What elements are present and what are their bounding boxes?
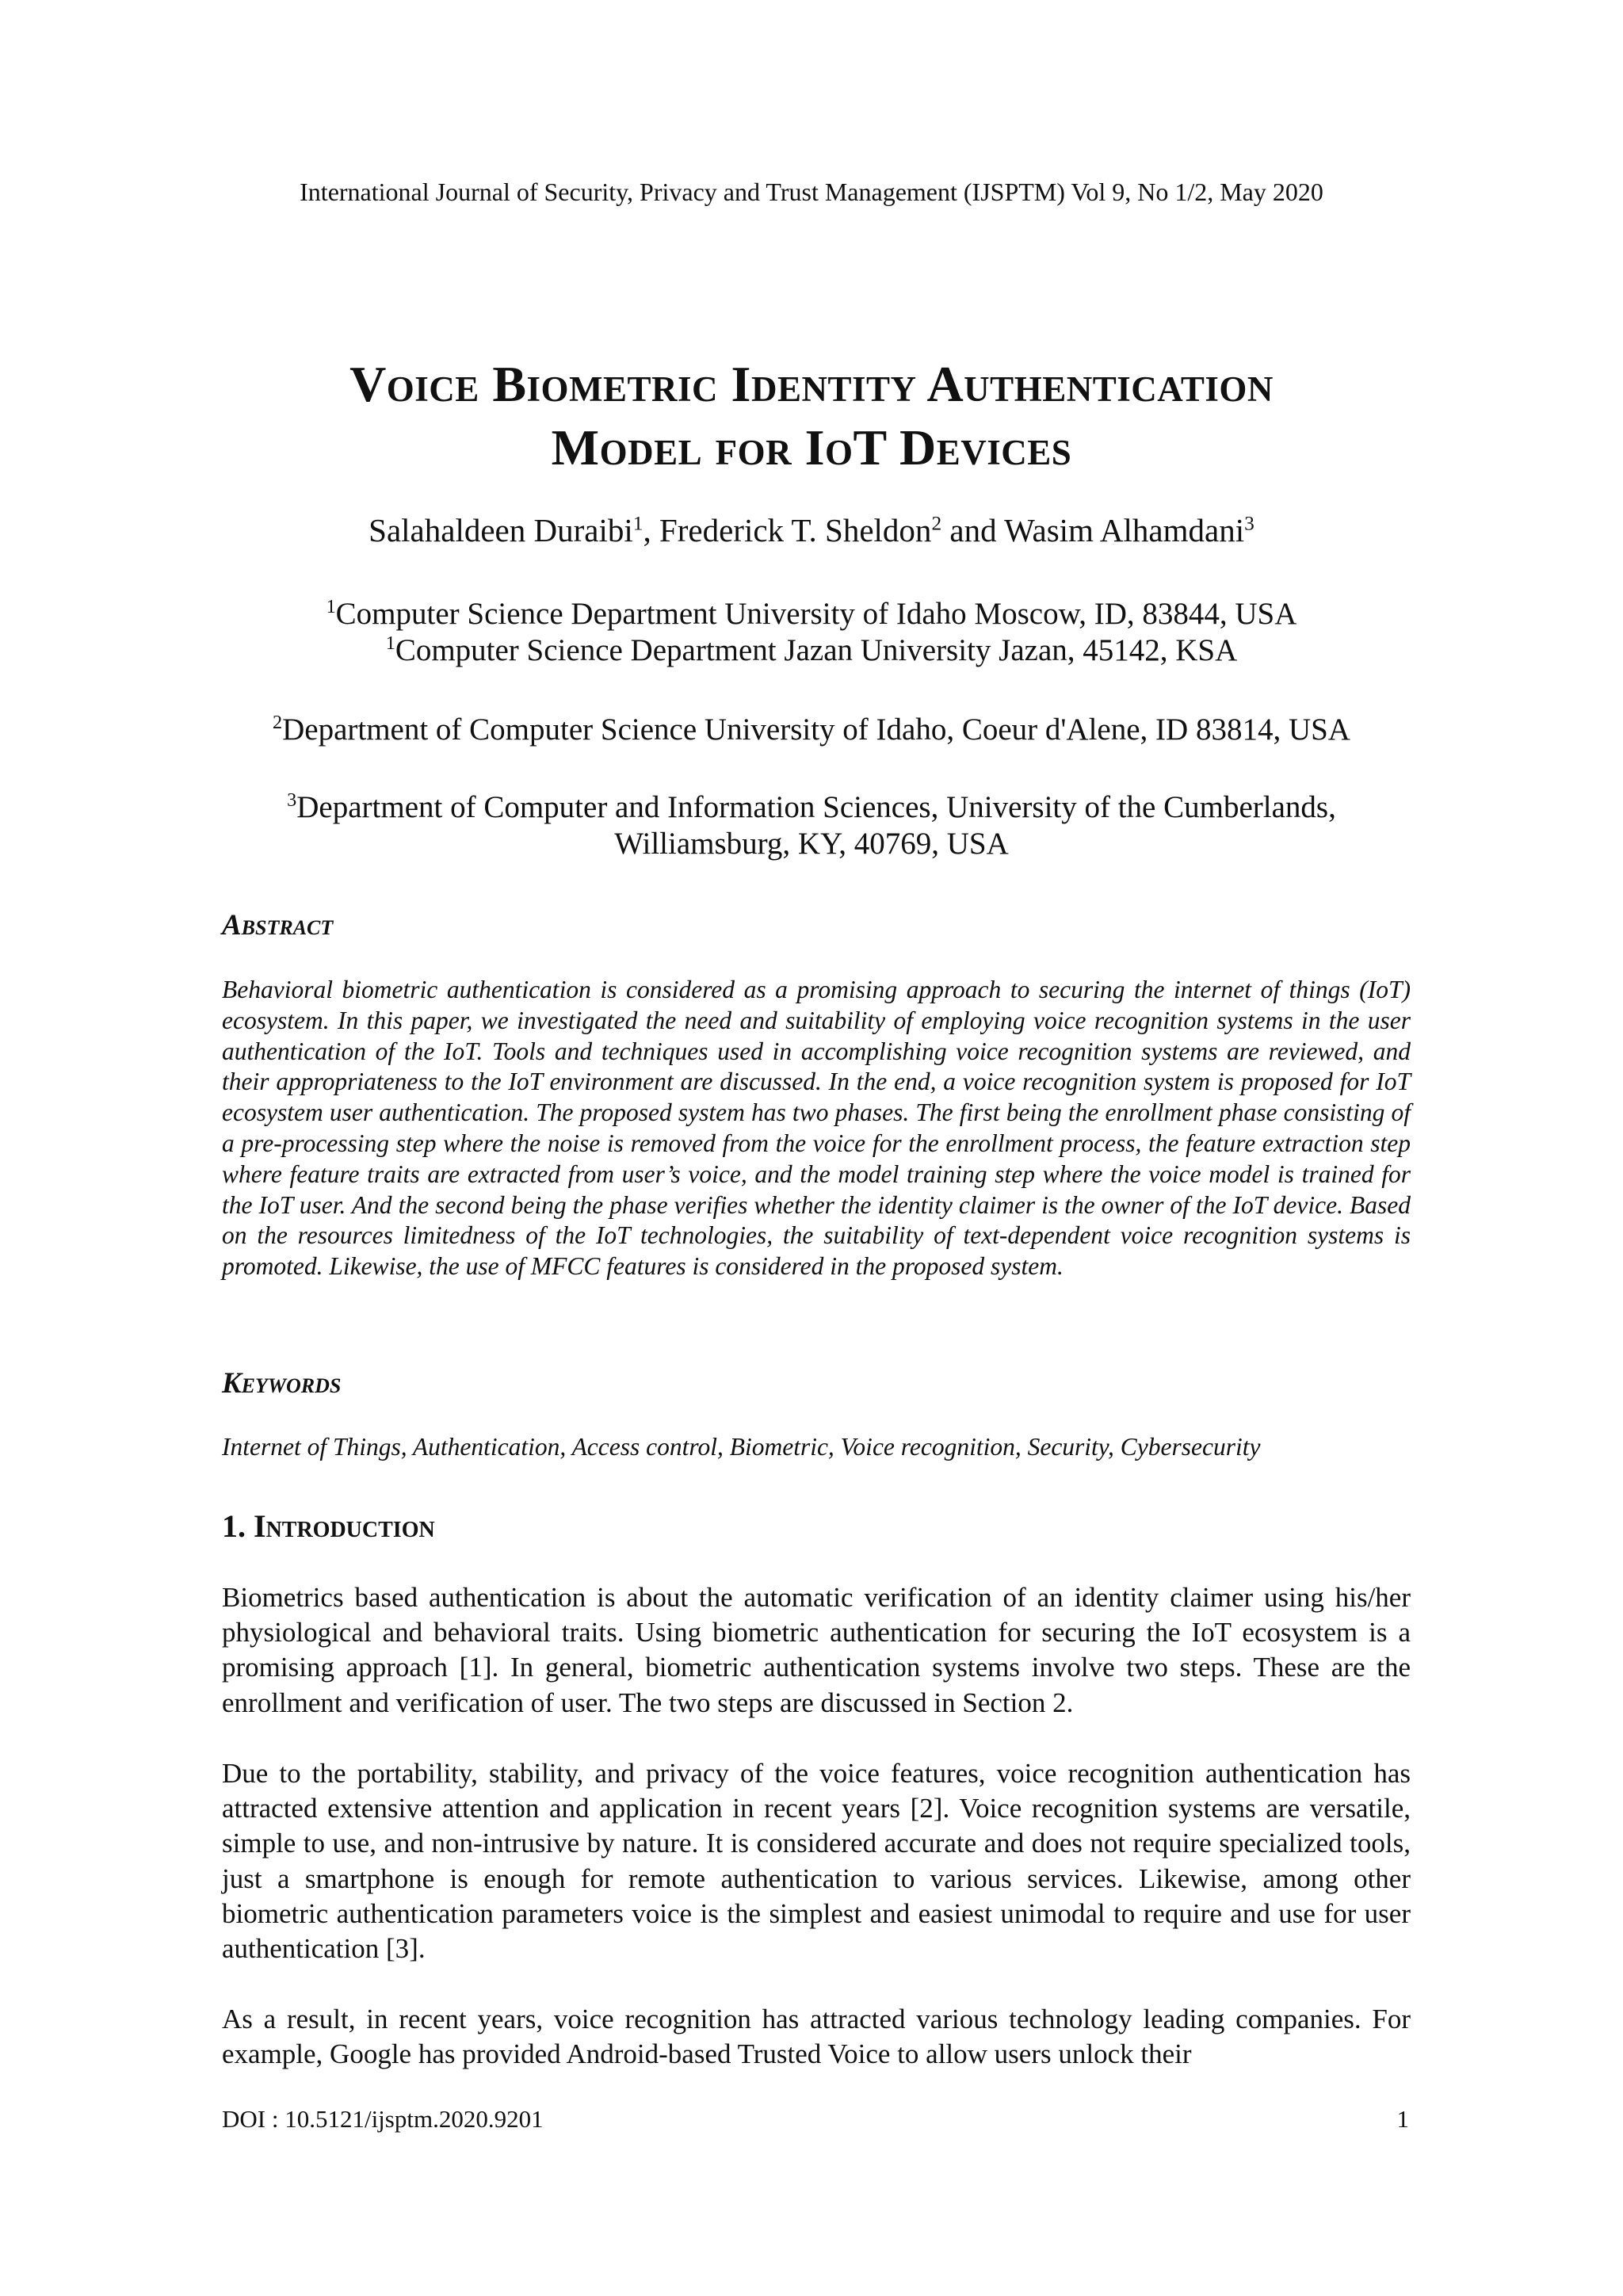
keywords-heading: Keywords <box>222 1367 342 1400</box>
author-name: Salahaldeen Duraibi <box>369 512 633 548</box>
author-affil-mark: 3 <box>1244 512 1254 535</box>
doi-footer: DOI : 10.5121/ijsptm.2020.9201 <box>222 2105 544 2133</box>
affiliation-3 <box>158 789 1465 862</box>
intro-paragraph-1: Biometrics based authentication is about the automatic verification of an identity claimer using his/her physiological and behavioral traits. Using biometric authentication for securing the IoT ecosystem is a promising approach [1]. In general, biometric authentication systems involve two steps. These are the enrollment and verification of user. The two steps are discussed in Section 2. <box>222 1582 1411 1718</box>
introduction-heading: 1. Introduction <box>222 1508 435 1544</box>
affil-mark: 3 <box>287 789 297 811</box>
page-number: 1 <box>1396 2105 1409 2133</box>
abstract-heading: Abstract <box>222 909 334 942</box>
author-affil-mark: 1 <box>632 512 643 535</box>
abstract-text: Behavioral biometric authentication is considered as a promising approach to securing the internet of things (IoT) ecosystem. In this paper, we investigated the need and suitability of employing voice recognition systems in the user authentication of the IoT. Tools and techniques used in accomplishing voice recognition systems are reviewed, and their appropriateness to the IoT environment are discussed. In the end, a voice recognition system is proposed for IoT ecosystem user authentication. The proposed system has two phases. The first being the enrollment phase consisting of a pre-processing step where the noise is removed from the voice for the enrollment process, the feature extraction step where feature traits are extracted from user’s voice, and the model training step where the voice model is trained for the IoT user. And the second being the phase verifies whether the identity claimer is the owner of the IoT device. Based on the resources limitedness of the IoT technologies, the suitability of text-dependent voice recognition systems is promoted. Likewise, the use of MFCC features is considered in the proposed system. <box>222 976 1411 1281</box>
affiliation-1 <box>158 596 1465 669</box>
affil-text: Department of Computer and Information Sciences, University of the Cumberlands, <box>296 790 1336 824</box>
affil-mark: 1 <box>326 596 336 617</box>
affil-text: Williamsburg, KY, 40769, USA <box>614 827 1009 861</box>
running-header: International Journal of Security, Privacy and Trust Management (IJSPTM) Vol 9, No 1/2, May 2020 <box>300 178 1323 206</box>
author-list <box>158 511 1465 549</box>
intro-paragraph-2: Due to the portability, stability, and privacy of the voice features, voice recognition authentication has attracted extensive attention and application in recent years [2]. Voice recognition systems are versatile, simple to use, and non-intrusive by nature. It is considered accurate and does not require specialized tools, just a smartphone is enough for remote authentication to various services. Likewise, among other biometric authentication parameters voice is the simplest and easiest unimodal to require and use for user authentication [3]. <box>222 1758 1411 1965</box>
paper-title <box>158 353 1465 479</box>
author-name: , Frederick T. Sheldon <box>643 512 932 548</box>
affil-text: Computer Science Department Jazan University Jazan, 45142, KSA <box>395 633 1238 667</box>
affil-mark: 2 <box>273 712 283 733</box>
affil-text: Computer Science Department University of Idaho Moscow, ID, 83844, USA <box>335 597 1297 631</box>
intro-paragraph-3: As a result, in recent years, voice recognition has attracted various technology leading companies. For example, Google has provided Android-based Trusted Voice to allow users unlock their <box>222 2004 1411 2070</box>
title-line-1: Voice Biometric Identity Authentication <box>349 356 1274 412</box>
keywords-text: Internet of Things, Authentication, Access control, Biometric, Voice recognition, Security, Cybersecurity <box>222 1433 1261 1461</box>
affiliation-2 <box>158 712 1465 748</box>
author-name: and Wasim Alhamdani <box>941 512 1245 548</box>
affil-text: Department of Computer Science University of Idaho, Coeur d'Alene, ID 83814, USA <box>282 712 1350 747</box>
title-line-2: Model for IoT Devices <box>551 419 1072 476</box>
author-affil-mark: 2 <box>931 512 942 535</box>
affil-mark: 1 <box>385 632 395 654</box>
